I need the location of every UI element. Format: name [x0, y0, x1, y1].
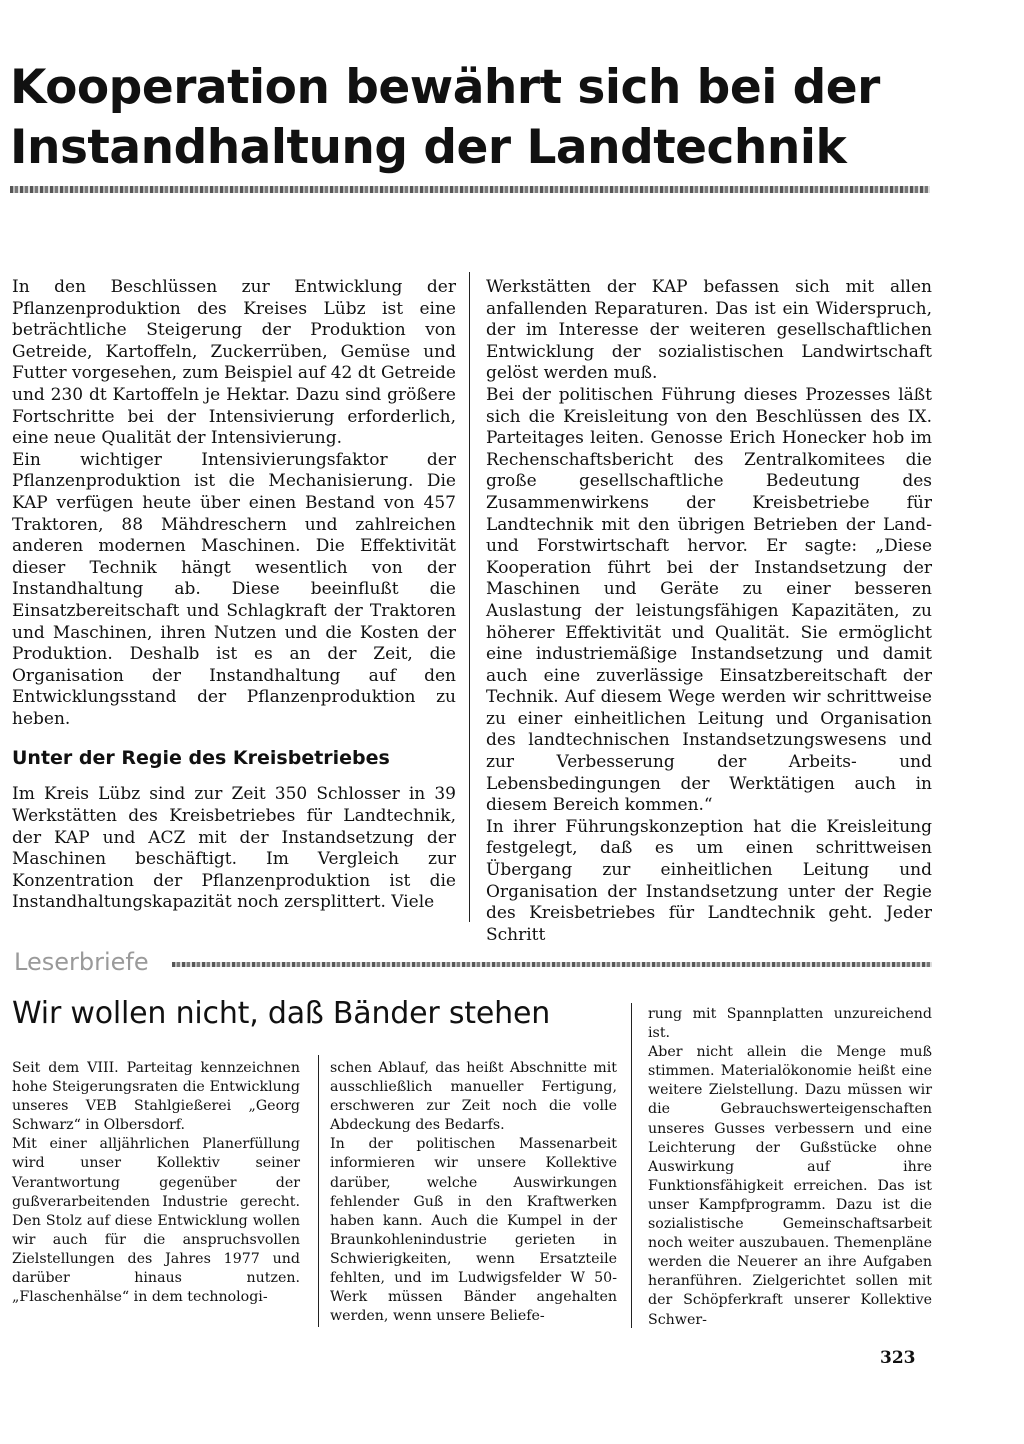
article-right-column [486, 277, 932, 946]
article-paragraph: Werkstätten der KAP befassen sich mit allen anfallenden Reparaturen. Das ist ein Widerspruch, der im Interesse der weiteren gesellschaftlichen Entwicklung der sozialistischen Landwirtschaft gelöst werden muß. [486, 277, 932, 384]
column-divider [631, 1003, 632, 1328]
letter-column-2 [330, 1059, 617, 1326]
article-paragraph: Bei der politischen Führung dieses Prozesses läßt sich die Kreisleitung von den Beschlüssen des IX. Parteitages leiten. Genosse Erich Honecker hob im Rechenschaftsbericht des Zentralkomitees die große gesellschaftliche Bedeutung des Zusammenwirkens der Kreisbetriebe für Landtechnik mit den übrigen Betrieben der Land- und Forstwirtschaft hervor. Er sagte: „Diese Kooperation führt bei der Instandsetzung der Maschinen und Geräte zu einer besseren Auslastung der leistungsfähigen Kapazitäten, zu höherer Effektivität und Qualität. Sie ermöglicht eine industriemäßige Instandsetzung und damit auch eine zuverlässige Einsatzbereitschaft der Technik. Auf diesem Wege werden wir schrittweise zu einer einheitlichen Leitung und Organisation des landtechnischen Instandsetzungswesens und zur Verbesserung der Arbeits- und Lebensbedingungen der Werktätigen auch in diesem Bereich kommen.“ [486, 384, 932, 816]
article-paragraph: Ein wichtiger Intensivierungsfaktor der Pflanzenproduktion ist die Mechanisierung. Die KAP verfügen heute über einen Bestand von 457 Traktoren, 88 Mähdreschern und zahlreichen anderen modernen Maschinen. Die Effektivität dieser Technik hängt wesentlich von der Instandhaltung ab. Diese beeinflußt die Einsatzbereitschaft und Schlagkraft der Traktoren und Maschinen, ihren Nutzen und die Kosten der Produktion. Deshalb ist es an der Zeit, die Organisation der Instandhaltung auf den Entwicklungsstand der Pflanzenproduktion zu heben. [12, 449, 456, 729]
article-subheading: Unter der Regie des Kreisbetriebes [12, 747, 390, 770]
letter-headline: Wir wollen nicht, daß Bänder stehen [12, 996, 551, 1031]
article-headline: Kooperation bewährt sich bei der Instandhaltung der Landtechnik [10, 60, 880, 175]
letter-column-3 [648, 1005, 932, 1330]
letter-paragraph: schen Ablauf, das heißt Abschnitte mit ausschließlich manueller Fertigung, erschweren zur Zeit noch die volle Abdeckung des Bedarfs. [330, 1060, 617, 1134]
page-number: 323 [880, 1348, 916, 1368]
section-kicker: Leserbriefe [14, 948, 149, 976]
letter-paragraph: Aber nicht allein die Menge muß stimmen. Materialökonomie heißt eine weitere Zielstellung. Dazu müssen wir die Gebrauchswerteigenschaften unseres Gusses verbessern und eine Leichterung der Gußstücke ohne Auswirkung auf ihre Funktionsfähigkeit erreichen. Das ist unser Kampfprogramm. Dazu ist die sozialistische Gemeinschaftsarbeit noch weiter auszubauen. Themenpläne werden die Neuerer an ihre Aufgaben heranführen. Zielgerichtet sollen mit der Schöpferkraft unserer Kollektive Schwer- [648, 1044, 932, 1328]
headline-rule [10, 186, 930, 193]
article-paragraph: In den Beschlüssen zur Entwicklung der Pflanzenproduktion des Kreises Lübz ist eine beträchtliche Steigerung der Produktion von Getreide, Kartoffeln, Zuckerrüben, Gemüse und Futter vorgesehen, zum Beispiel auf 42 dt Getreide und 230 dt Kartoffeln je Hektar. Dazu sind größere Fortschritte bei der Intensivierung erforderlich, eine neue Qualität der Intensivierung. [12, 277, 456, 449]
letter-paragraph: In der politischen Massenarbeit informieren wir unsere Kollektive darüber, welche Auswirkungen fehlender Guß in den Kraftwerken haben kann. Auch die Kumpel in der Braunkohlenindustrie gerieten in Schwierigkeiten, wenn Ersatzteile fehlten, und im Ludwigsfelder W 50-Werk müssen Bänder angehalten werden, wenn unsere Beliefe- [330, 1136, 617, 1325]
article-paragraph: Im Kreis Lübz sind zur Zeit 350 Schlosser in 39 Werkstätten des Kreisbetriebes für Landtechnik, der KAP und ACZ mit der Instandsetzung der Maschinen beschäftigt. Im Vergleich zur Konzentration der Pflanzenproduktion ist die Instandhaltungskapazität noch zersplittert. Viele [12, 784, 456, 913]
article-left-column [12, 277, 456, 914]
article-paragraph: In ihrer Führungskonzeption hat die Kreisleitung festgelegt, daß es um einen schrittweisen Übergang zur einheitlichen Leitung und Organisation der Instandsetzung unter der Regie des Kreisbetriebes für Landtechnik geht. Jeder Schritt [486, 816, 932, 945]
column-divider [469, 272, 470, 922]
kicker-rule [172, 962, 932, 967]
letter-paragraph: rung mit Spannplatten unzureichend ist. [648, 1006, 932, 1042]
letter-paragraph: Mit einer alljährlichen Planerfüllung wird unser Kollektiv seiner Verantwortung gegenüber der gußverarbeitenden Industrie gerecht. Den Stolz auf diese Entwicklung wollen wir auch für die anspruchsvollen Zielstellungen des Jahres 1977 und darüber hinaus nutzen. „Flaschenhälse“ in dem technologi- [12, 1136, 300, 1306]
column-divider [318, 1055, 319, 1327]
letter-paragraph: Seit dem VIII. Parteitag kennzeichnen hohe Steigerungsraten die Entwicklung unseres VEB Stahlgießerei „Georg Schwarz“ in Olbersdorf. [12, 1060, 300, 1134]
letter-column-1 [12, 1059, 300, 1307]
